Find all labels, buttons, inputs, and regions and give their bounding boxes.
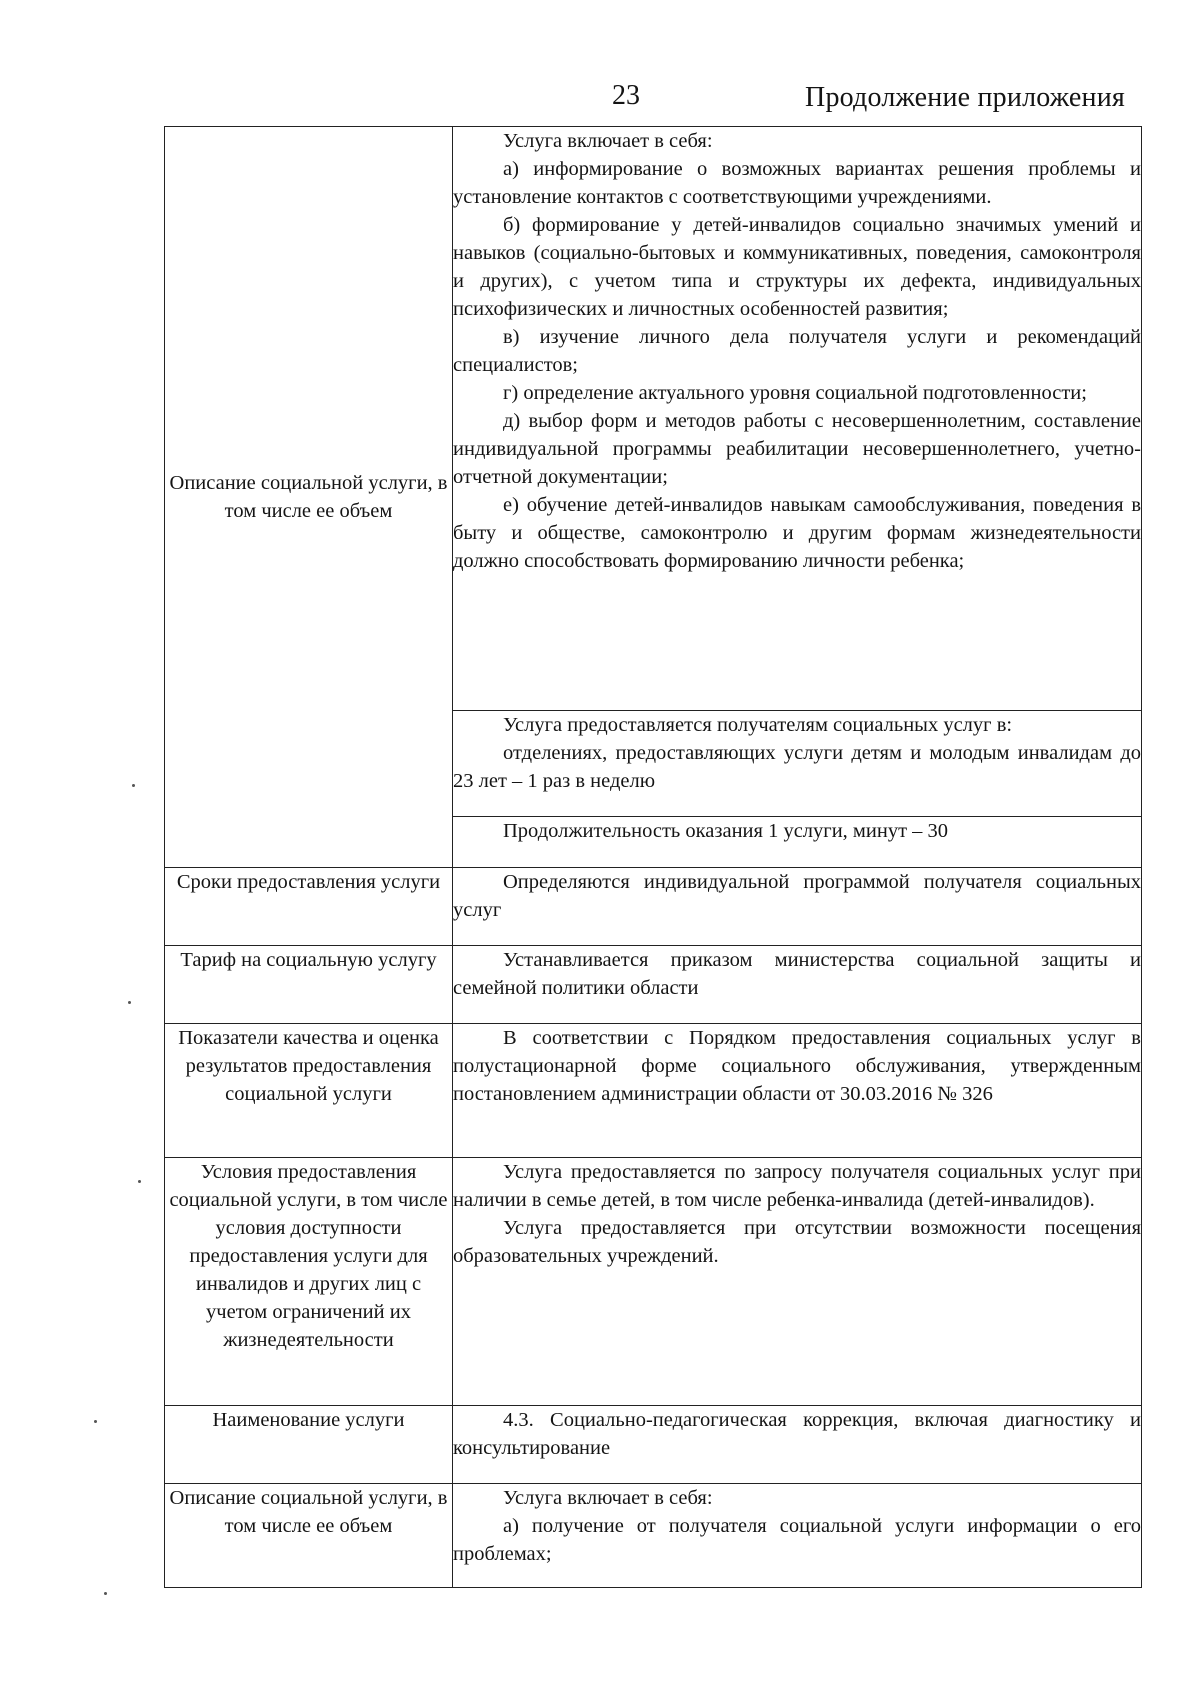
table-row-description-2: [165, 1484, 1142, 1588]
table-row-conditions: [165, 1158, 1142, 1406]
scan-speck: [138, 1180, 141, 1183]
description-item-a: а) информирование о возможных вариантах решения проблемы и установление контактов с соответствующими учреждениями.: [453, 158, 1141, 208]
table-row-quality: [165, 1024, 1142, 1158]
scan-speck: [94, 1420, 97, 1423]
service-name-text: 4.3. Социально-педагогическая коррекция, включая диагностику и консультирование: [453, 1409, 1141, 1459]
description-intro: Услуга включает в себя:: [503, 130, 713, 152]
conditions-text-1: Услуга предоставляется по запросу получателя социальных услуг при наличии в семье детей, в том числе ребенка-инвалида (детей-инвалидов).: [453, 1161, 1141, 1211]
page-number: 23: [612, 80, 640, 111]
quality-cell: [453, 1024, 1142, 1158]
description-item-b: б) формирование у детей-инвалидов социально значимых умений и навыков (социально-бытовых и коммуникативных, поведения, самоконтроля и других), с учетом типа и структуры их дефекта, индивидуальных психофизических и личностных особенностей развития;: [453, 214, 1141, 320]
conditions-text-2: Услуга предоставляется при отсутствии возможности посещения образовательных учреждений.: [453, 1217, 1141, 1267]
table-row-service-name: [165, 1406, 1142, 1484]
table-row-tariff: [165, 946, 1142, 1024]
duration-text: Продолжительность оказания 1 услуги, минут – 30: [503, 820, 949, 842]
label-conditions: Условия предоставления социальной услуги, в том числе условия доступности предоставления услуги для инвалидов и других лиц с учетом ограничений их жизнедеятельности: [165, 1158, 453, 1406]
description-cell: [453, 127, 1142, 711]
scan-speck: [132, 784, 135, 787]
scan-speck: [104, 1592, 107, 1595]
tariff-cell: [453, 946, 1142, 1024]
description-2-intro: Услуга включает в себя:: [503, 1487, 713, 1509]
label-description: Описание социальной услуги, в том числе ее объем: [165, 127, 453, 868]
description-2-item-a: а) получение от получателя социальной услуги информации о его проблемах;: [453, 1515, 1141, 1565]
description-2-cell: [453, 1484, 1142, 1588]
description-item-e: е) обучение детей-инвалидов навыкам самообслуживания, поведения в быту и обществе, самоконтролю и другим формам жизнедеятельности должно способствовать формированию личности ребенка;: [453, 494, 1141, 572]
tariff-text: Устанавливается приказом министерства социальной защиты и семейной политики области: [453, 949, 1141, 999]
description-item-d: д) выбор форм и методов работы с несовершеннолетним, составление индивидуальной программы реабилитации несовершеннолетнего, учетно-отчетной документации;: [453, 410, 1141, 488]
quality-text: В соответствии с Порядком предоставления социальных услуг в полустационарной форме социального обслуживания, утвержденным постановлением администрации области от 30.03.2016 № 326: [453, 1027, 1141, 1105]
provision-text: отделениях, предоставляющих услуги детям и молодым инвалидам до 23 лет – 1 раз в неделю: [453, 742, 1141, 792]
label-service-name: Наименование услуги: [165, 1406, 453, 1484]
terms-text: Определяются индивидуальной программой получателя социальных услуг: [453, 871, 1141, 921]
label-tariff: Тариф на социальную услугу: [165, 946, 453, 1024]
duration-cell: [453, 817, 1142, 868]
service-table: [164, 126, 1142, 1588]
service-name-cell: [453, 1406, 1142, 1484]
conditions-cell: [453, 1158, 1142, 1406]
label-description-2: Описание социальной услуги, в том числе ее объем: [165, 1484, 453, 1588]
continuation-label: Продолжение приложения: [805, 82, 1125, 113]
terms-cell: [453, 868, 1142, 946]
description-item-g: г) определение актуального уровня социальной подготовленности;: [503, 382, 1087, 404]
description-item-v: в) изучение личного дела получателя услуги и рекомендаций специалистов;: [453, 326, 1141, 376]
scan-speck: [128, 1001, 131, 1004]
label-quality: Показатели качества и оценка результатов предоставления социальной услуги: [165, 1024, 453, 1158]
label-terms: Сроки предоставления услуги: [165, 868, 453, 946]
provision-intro: Услуга предоставляется получателям социальных услуг в:: [503, 714, 1013, 736]
provision-cell: [453, 711, 1142, 817]
table-row-terms: [165, 868, 1142, 946]
table-row-description: [165, 127, 1142, 711]
